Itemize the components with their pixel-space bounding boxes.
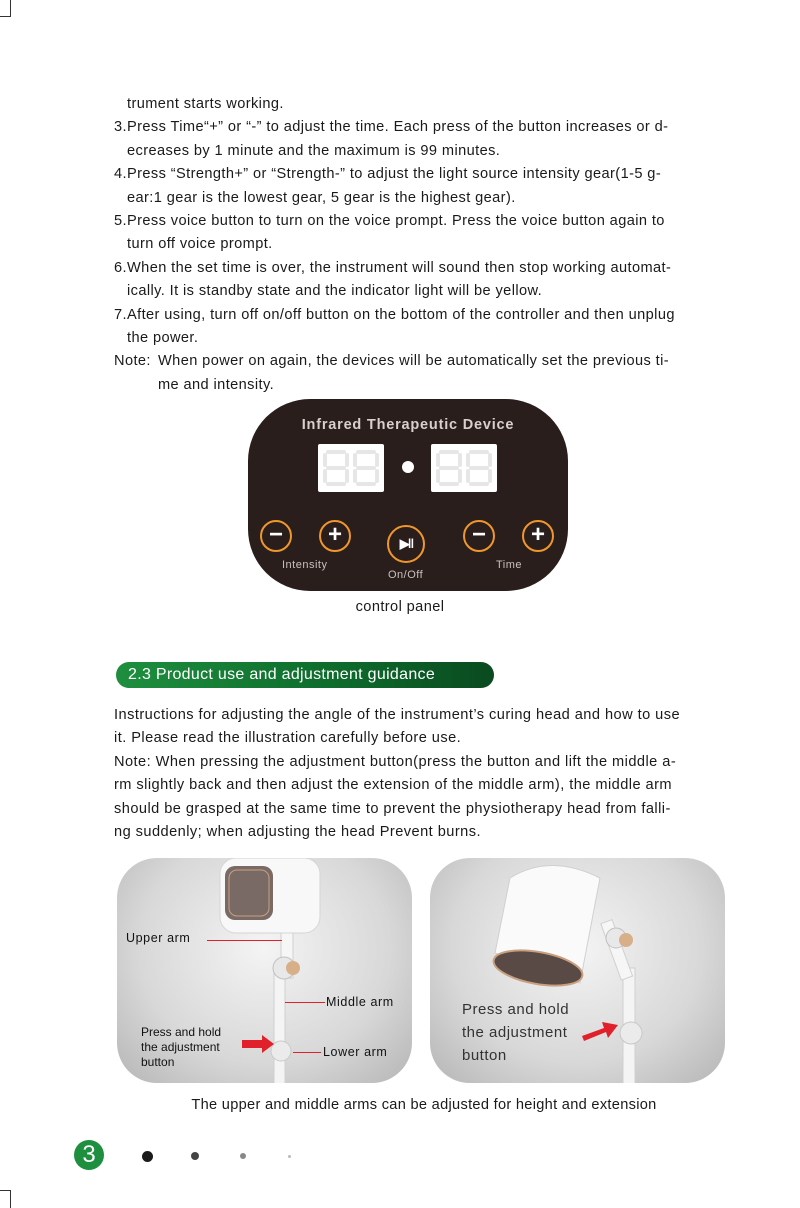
device-photo-left bbox=[117, 858, 412, 1083]
list-number: 3. bbox=[114, 119, 127, 136]
section-paragraph bbox=[114, 704, 754, 844]
list-line: After using, turn off on/off button on the bottom of the controller and then unplug bbox=[127, 306, 675, 323]
list-line: ear:1 gear is the lowest gear, 5 gear is the highest gear). bbox=[127, 189, 516, 206]
list-line: When the set time is over, the instrument will sound then stop working automat- bbox=[127, 259, 672, 276]
control-panel-caption: control panel bbox=[355, 599, 445, 615]
paragraph-line: should be grasped at the same time to prevent the physiotherapy head from falli- bbox=[114, 800, 671, 817]
progress-dot bbox=[240, 1153, 246, 1159]
list-item-2-continued: trument starts working. bbox=[127, 96, 284, 112]
digit bbox=[466, 450, 492, 486]
list-line: turn off voice prompt. bbox=[127, 236, 273, 253]
press-hold-label-right bbox=[462, 998, 569, 1067]
time-minus-button[interactable]: − bbox=[463, 520, 495, 552]
list-number: 5. bbox=[114, 213, 127, 230]
list-item-5 bbox=[114, 210, 744, 257]
play-pause-button[interactable]: ▶‖ bbox=[387, 525, 425, 563]
label-line: Press and hold bbox=[462, 1001, 570, 1018]
list-number: 7. bbox=[114, 306, 127, 323]
upper-arm-pointer bbox=[207, 940, 282, 941]
crop-mark bbox=[10, 1190, 11, 1208]
time-label: Time bbox=[496, 559, 523, 571]
intensity-label: Intensity bbox=[282, 559, 328, 571]
time-display bbox=[431, 444, 497, 492]
list-item-4 bbox=[114, 163, 744, 210]
figure-caption: The upper and middle arms can be adjusted for height and extension bbox=[191, 1097, 657, 1113]
label-line: Press and hold bbox=[141, 1025, 222, 1039]
list-line: the power. bbox=[127, 330, 199, 347]
time-plus-button[interactable]: + bbox=[522, 520, 554, 552]
digit bbox=[353, 450, 379, 486]
lower-arm-pointer bbox=[293, 1052, 321, 1053]
paragraph-line: Instructions for adjusting the angle of the instrument’s curing head and how to use bbox=[114, 707, 681, 723]
list-line: Press “Strength+” or “Strength-” to adjust the light source intensity gear(1-5 g- bbox=[127, 166, 662, 183]
list-line: Press voice button to turn on the voice prompt. Press the voice button again to bbox=[127, 213, 665, 230]
middle-arm-label: Middle arm bbox=[326, 995, 394, 1009]
label-line: the adjustment bbox=[141, 1040, 220, 1054]
press-hold-label-left bbox=[141, 1025, 221, 1070]
list-line: ecreases by 1 minute and the maximum is 99 minutes. bbox=[127, 142, 501, 159]
red-arrow-icon bbox=[242, 1035, 274, 1053]
progress-dot bbox=[288, 1155, 291, 1158]
intensity-display bbox=[318, 444, 384, 492]
paragraph-line: it. Please read the illustration carefully before use. bbox=[114, 730, 462, 747]
note-label: Note: bbox=[114, 353, 151, 370]
onoff-label: On/Off bbox=[388, 569, 424, 581]
red-arrow-icon bbox=[582, 1020, 618, 1042]
page-number: 3 bbox=[74, 1140, 104, 1170]
label-line: button bbox=[141, 1055, 175, 1069]
list-number: 4. bbox=[114, 166, 127, 183]
intensity-plus-button[interactable]: + bbox=[319, 520, 351, 552]
intensity-minus-button[interactable]: − bbox=[260, 520, 292, 552]
list-item-6 bbox=[114, 257, 744, 304]
paragraph-line: Note: When pressing the adjustment button(press the button and lift the middle a- bbox=[114, 753, 677, 770]
note-item bbox=[114, 350, 744, 397]
label-line: the adjustment bbox=[462, 1024, 568, 1041]
progress-dot bbox=[191, 1152, 199, 1160]
instruction-list bbox=[114, 93, 744, 397]
paragraph-line: rm slightly back and then adjust the extension of the middle arm), the middle arm bbox=[114, 777, 673, 794]
middle-arm-pointer bbox=[285, 1002, 325, 1003]
note-line: me and intensity. bbox=[158, 376, 275, 393]
list-item-7 bbox=[114, 304, 744, 351]
list-line: Press Time“+” or “-” to adjust the time. Each press of the button increases or d- bbox=[127, 119, 669, 136]
paragraph-line: ng suddenly; when adjusting the head Prevent burns. bbox=[114, 824, 481, 841]
progress-dot bbox=[142, 1151, 153, 1162]
list-number: 6. bbox=[114, 259, 127, 276]
crop-mark bbox=[0, 16, 11, 17]
digit bbox=[436, 450, 462, 486]
device-photo-right bbox=[430, 858, 725, 1083]
panel-title: Infrared Therapeutic Device bbox=[301, 417, 515, 433]
lower-arm-label: Lower arm bbox=[323, 1045, 388, 1059]
section-header: 2.3 Product use and adjustment guidance bbox=[116, 662, 494, 688]
crop-mark bbox=[10, 0, 11, 16]
list-item-3 bbox=[114, 116, 744, 163]
note-line: When power on again, the devices will be automatically set the previous ti- bbox=[158, 353, 670, 370]
control-panel bbox=[248, 399, 568, 591]
label-line: button bbox=[462, 1047, 507, 1064]
digit bbox=[323, 450, 349, 486]
separator-dot bbox=[402, 461, 414, 473]
upper-arm-label: Upper arm bbox=[126, 931, 191, 945]
list-line: ically. It is standby state and the indicator light will be yellow. bbox=[127, 283, 543, 300]
